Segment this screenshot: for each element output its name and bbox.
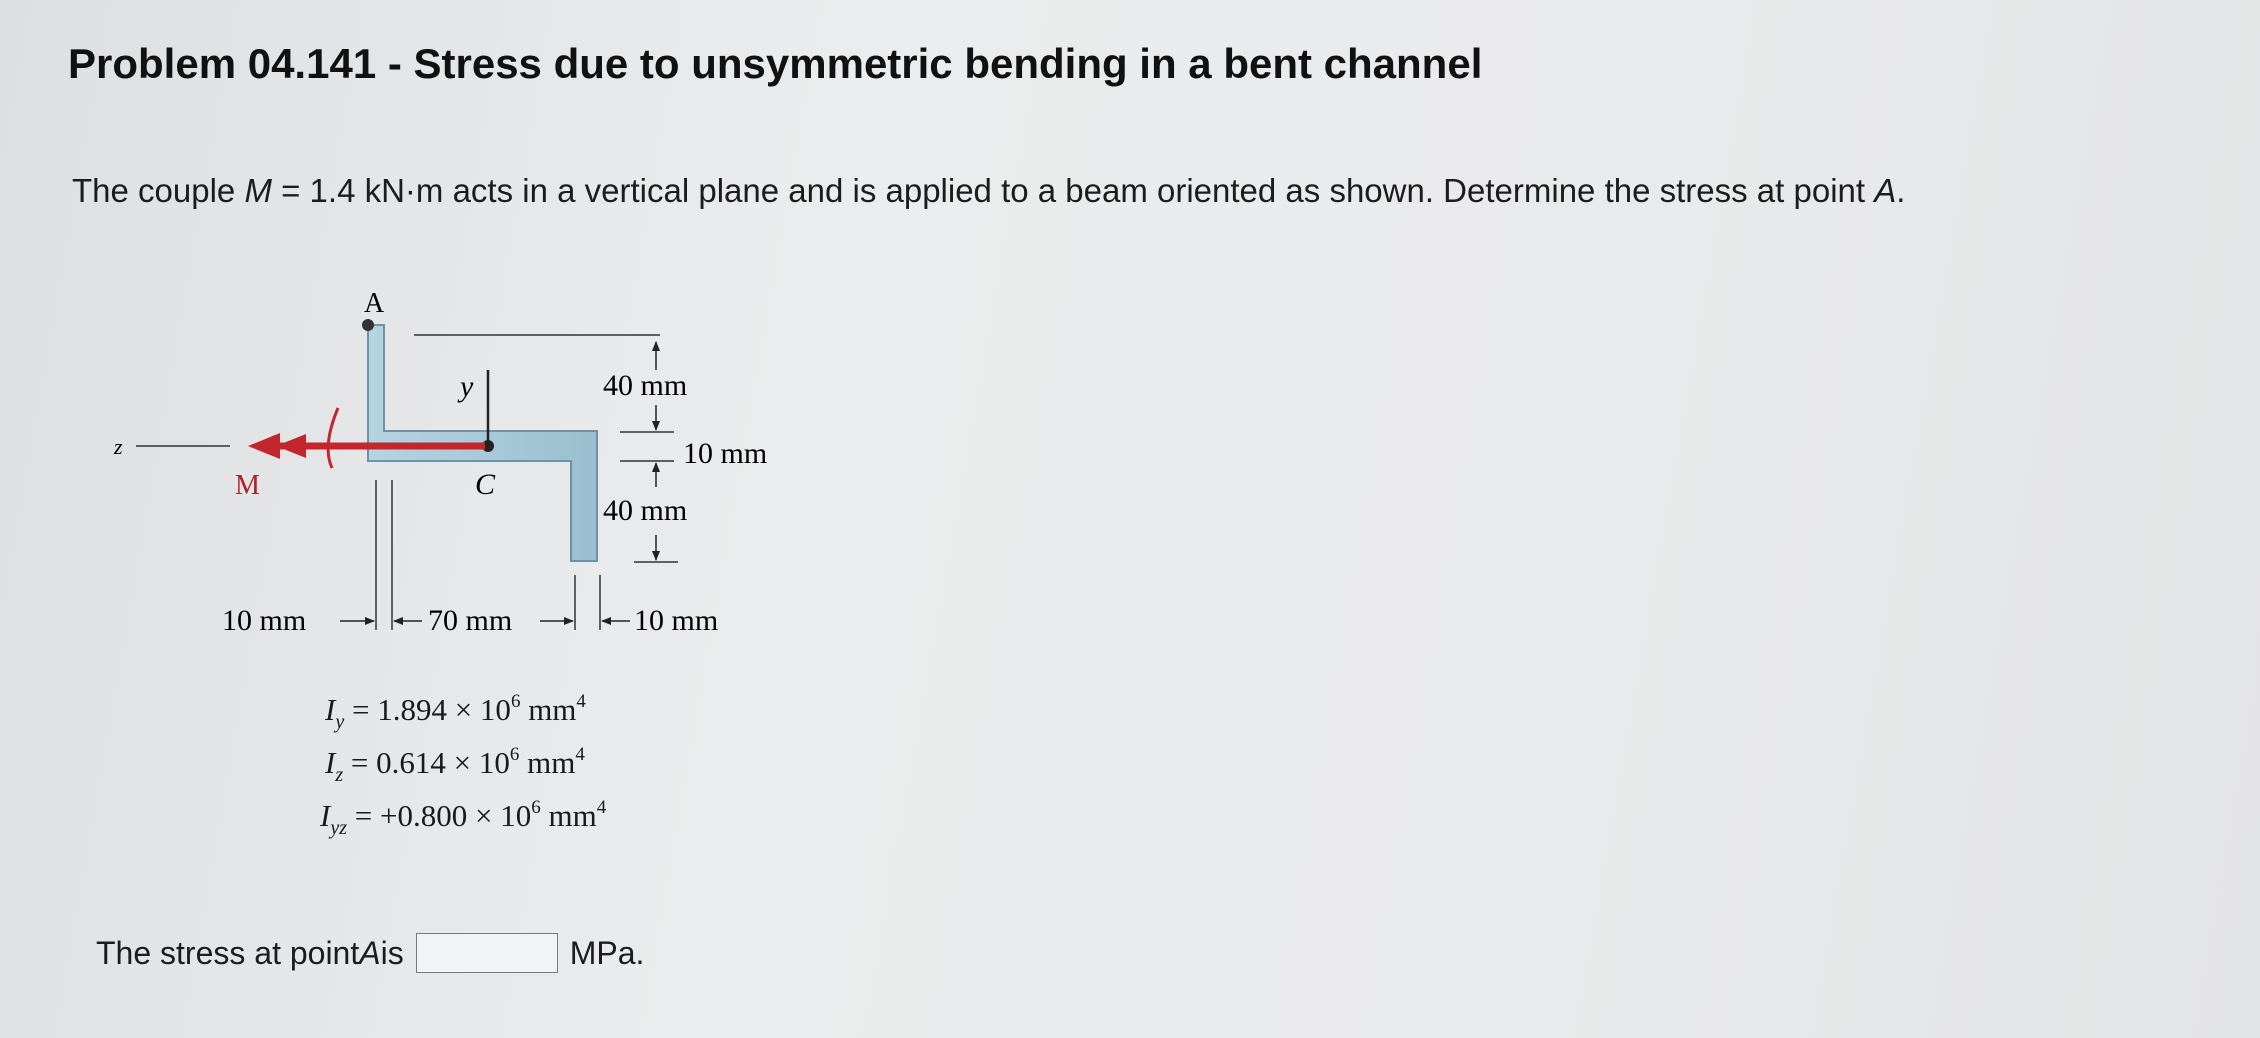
statement-text-1: The couple xyxy=(72,172,245,209)
answer-row xyxy=(96,933,644,973)
dim-width-70mm: 70 mm xyxy=(428,604,513,637)
variable-m: M xyxy=(244,172,272,209)
answer-unit: MPa. xyxy=(569,934,645,971)
label-c: C xyxy=(475,468,496,501)
statement-text-2: = 1.4 kN·m acts in a vertical plane and is applied to a beam oriented as shown. Determine the stress at point xyxy=(271,172,1875,209)
section-properties xyxy=(319,691,607,839)
dim-mid-10mm: 10 mm xyxy=(683,437,768,470)
label-z: z xyxy=(114,434,123,459)
dim-top-40mm: 40 mm xyxy=(603,369,688,402)
dim-left-10mm: 10 mm xyxy=(222,604,307,637)
problem-title: Problem 04.141 - Stress due to unsymmetric bending in a bent channel xyxy=(68,40,1483,87)
label-y: y xyxy=(460,370,474,403)
cross-section-diagram xyxy=(100,280,860,870)
statement-text-3: . xyxy=(1896,172,1906,209)
label-a: A xyxy=(364,288,385,319)
variable-a: A xyxy=(1874,172,1897,209)
point-a-marker xyxy=(362,319,374,331)
answer-prefix: The stress at point xyxy=(96,934,360,971)
dim-right-10mm: 10 mm xyxy=(634,604,719,637)
beam-cross-section-figure xyxy=(100,280,860,870)
answer-is: is xyxy=(380,934,404,971)
label-m: M xyxy=(235,470,260,501)
iyz-line: $I_{yz} = +0.800 \times 10^6$ $mm^4$ xyxy=(320,797,607,839)
stress-answer-input[interactable] xyxy=(416,933,558,973)
answer-variable-a: A xyxy=(359,934,381,971)
moment-arrow-head-1 xyxy=(248,433,280,459)
dim-bottom-40mm: 40 mm xyxy=(603,494,688,527)
moment-rotation-mark xyxy=(328,408,338,468)
moment-arrow-head-2 xyxy=(276,434,306,458)
problem-statement xyxy=(72,172,1905,210)
iy-line: $I_y = 1.894 \times 10^6$ $mm^4$ xyxy=(325,691,586,733)
iz-line: $I_z = 0.614 \times 10^6$ $mm^4$ xyxy=(325,744,585,786)
